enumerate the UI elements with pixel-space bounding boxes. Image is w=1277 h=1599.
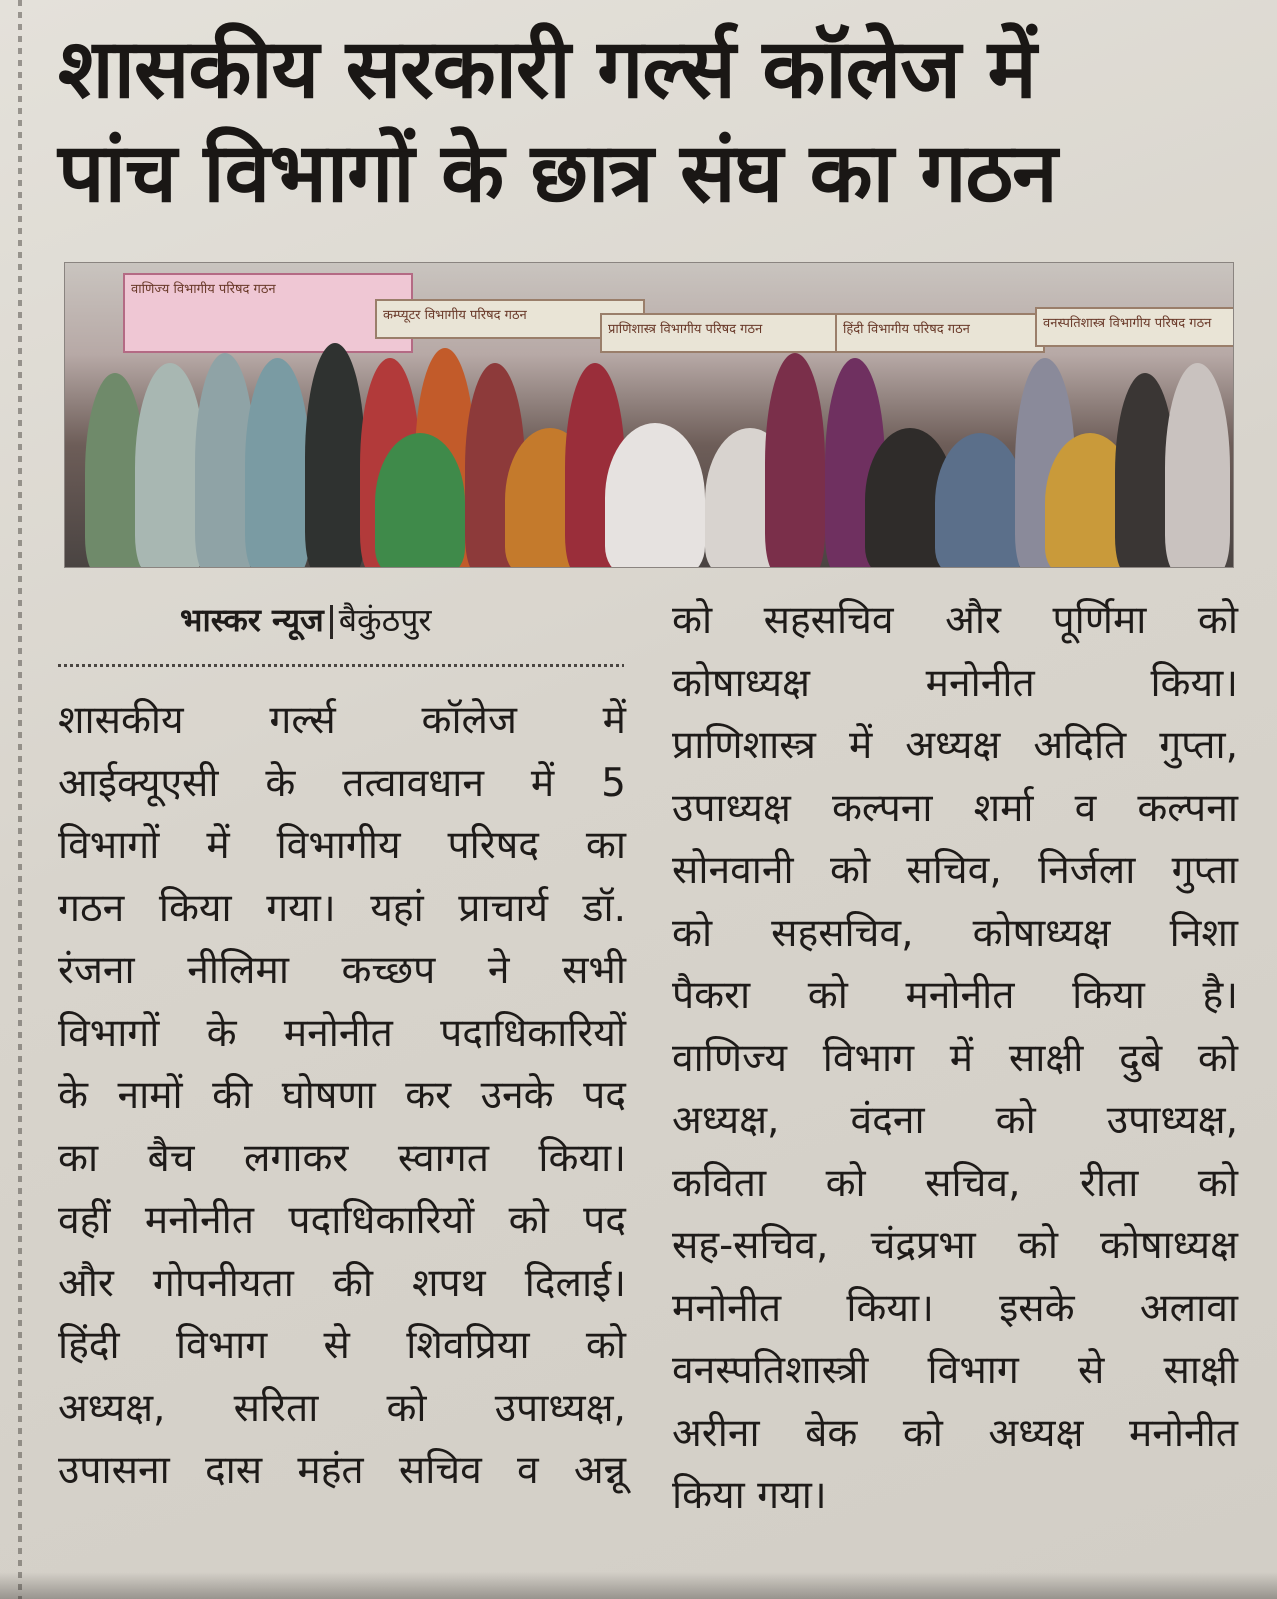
bottom-edge-shadow — [0, 1572, 1277, 1599]
article-line — [672, 1153, 1238, 1216]
article-word: पद — [583, 1198, 626, 1243]
article-word: पूर्णिमा — [1052, 598, 1147, 643]
article-word: गठन — [58, 885, 125, 931]
article-word: स्वागत — [397, 1135, 489, 1181]
article-word: अलावा — [1139, 1285, 1238, 1331]
article-word: तत्वावधान — [342, 760, 485, 806]
article-line — [672, 965, 1238, 1028]
article-word: गया। — [266, 885, 336, 931]
person-figure — [375, 433, 465, 568]
article-word: हिंदी — [58, 1323, 120, 1368]
article-line — [58, 1190, 626, 1253]
article-line — [58, 878, 626, 941]
article-word: वाणिज्य — [672, 1035, 788, 1081]
article-word: 5 — [601, 760, 626, 806]
article-word: वंदना — [850, 1098, 925, 1143]
article-word: में — [848, 723, 873, 768]
person-figure — [1165, 363, 1230, 568]
article-word: किया। — [846, 1285, 934, 1331]
article-word: दिलाई। — [524, 1260, 626, 1306]
article-word: कॉलेज — [421, 698, 517, 743]
article-word: में — [602, 698, 626, 743]
photo-banner-3: प्राणिशास्त्र विभागीय परिषद गठन — [600, 313, 850, 353]
article-word: सरिता — [233, 1385, 319, 1431]
article-line — [58, 690, 626, 753]
article-word: चंद्रप्रभा — [870, 1223, 976, 1268]
article-line — [672, 653, 1238, 716]
article-word: कल्पना — [1137, 785, 1238, 831]
article-word: सह-सचिव, — [672, 1223, 829, 1268]
article-word: विभाग — [822, 1035, 915, 1081]
article-word: को — [672, 910, 713, 956]
article-word: मनोनीत — [283, 1010, 393, 1056]
article-line — [58, 753, 626, 816]
photo-banner-1: वाणिज्य विभागीय परिषद गठन — [123, 273, 413, 353]
article-word: विभागीय — [276, 823, 401, 868]
person-figure — [935, 433, 1025, 568]
article-word: कविता — [672, 1160, 767, 1206]
headline — [58, 18, 1238, 226]
article-word: इसके — [999, 1285, 1075, 1331]
article-word: किया — [158, 885, 232, 931]
article-line — [58, 1315, 626, 1378]
article-word: के — [265, 760, 296, 806]
article-word: विभाग — [175, 1323, 268, 1368]
article-word: में — [206, 823, 230, 868]
article-word: सचिव — [398, 1448, 482, 1493]
article-word: से — [323, 1323, 350, 1368]
article-word: ने — [487, 948, 510, 993]
article-word: विभागों — [58, 823, 160, 868]
article-word: उनके — [480, 1073, 554, 1118]
article-word: कल्पना — [831, 785, 933, 831]
article-line — [672, 1090, 1238, 1153]
article-word: का — [58, 1135, 99, 1181]
article-word: अध्यक्ष — [988, 1410, 1084, 1456]
article-word: किया। — [1150, 660, 1238, 706]
article-word: को — [1017, 1223, 1058, 1268]
article-line — [672, 1403, 1238, 1466]
article-column-right — [672, 590, 1238, 1528]
article-line — [58, 1440, 626, 1503]
article-word: सहसचिव, — [771, 910, 914, 956]
article-word: वहीं — [58, 1198, 111, 1243]
article-word: को — [1197, 1160, 1238, 1206]
article-word: दास — [204, 1448, 263, 1493]
byline-separator — [330, 605, 333, 639]
article-word: निर्जला — [1038, 848, 1136, 893]
article-word: नामों — [117, 1073, 183, 1118]
article-word: को — [1197, 1035, 1238, 1081]
article-word: उपाध्यक्ष, — [494, 1385, 626, 1431]
article-word: महंत — [297, 1448, 364, 1493]
dotted-divider — [58, 664, 624, 667]
article-word: को — [830, 848, 871, 893]
article-word: के — [206, 1010, 237, 1056]
article-word: रंजना — [58, 948, 135, 993]
article-word: के — [58, 1073, 88, 1118]
photo-banner-4: हिंदी विभागीय परिषद गठन — [835, 313, 1045, 353]
article-line — [672, 840, 1238, 903]
article-line — [672, 1028, 1238, 1091]
article-line — [672, 590, 1238, 653]
article-word: कच्छप — [341, 948, 436, 993]
article-word: आईक्यूएसी — [58, 760, 219, 806]
article-word: शपथ — [412, 1260, 486, 1306]
photo-banner-2: कम्प्यूटर विभागीय परिषद गठन — [375, 299, 645, 339]
article-word: विभाग — [927, 1348, 1019, 1393]
person-figure — [605, 423, 705, 568]
article-line — [58, 1378, 626, 1441]
article-word: व — [1074, 785, 1097, 831]
article-line — [58, 1128, 626, 1191]
article-line — [58, 815, 626, 878]
article-word: कोषाध्यक्ष — [672, 660, 810, 706]
article-word: में — [530, 760, 555, 806]
article-word: सहसचिव — [763, 598, 894, 643]
article-word: सभी — [562, 948, 626, 993]
article-line — [58, 940, 626, 1003]
article-word: को — [807, 973, 848, 1018]
article-word: गर्ल्स — [269, 698, 336, 743]
article-line — [672, 1215, 1238, 1278]
article-word: अध्यक्ष, — [58, 1385, 166, 1431]
article-word: उपाध्यक्ष — [672, 785, 791, 831]
article-line — [672, 778, 1238, 841]
article-line — [58, 1003, 626, 1066]
article-word: अध्यक्ष — [905, 723, 1001, 768]
article-word: लगाकर — [243, 1135, 349, 1181]
article-word: शिवप्रिया — [406, 1323, 530, 1368]
article-word: मनोनीत — [1128, 1410, 1238, 1456]
byline — [180, 598, 432, 641]
article-word: कोषाध्यक्ष — [1100, 1223, 1238, 1268]
article-word: रीता — [1080, 1160, 1139, 1206]
article-word: सचिव, — [906, 848, 1002, 893]
article-word: की — [212, 1073, 253, 1118]
article-word: किया। — [538, 1135, 626, 1181]
article-word: को — [995, 1098, 1036, 1143]
article-word: को — [1197, 598, 1238, 643]
article-word: पैकरा — [672, 973, 751, 1018]
article-word: मनोनीत — [925, 660, 1035, 706]
article-word: नीलिमा — [187, 948, 289, 993]
article-word: उपाध्यक्ष, — [1106, 1098, 1238, 1143]
article-word: गुप्ता, — [1159, 723, 1238, 768]
article-word: प्राणिशास्त्र — [672, 723, 816, 768]
photo-banner-5: वनस्पतिशास्त्र विभागीय परिषद गठन — [1035, 307, 1234, 347]
article-word: बेक — [805, 1410, 858, 1456]
article-word: किया — [1072, 973, 1145, 1018]
person-figure — [765, 353, 825, 568]
article-word: का — [585, 823, 626, 868]
clipping-left-edge — [18, 0, 22, 1599]
article-word: अध्यक्ष, — [672, 1098, 780, 1143]
article-word: व — [517, 1448, 539, 1493]
article-word: और — [58, 1260, 114, 1306]
article-column-left — [58, 690, 626, 1503]
article-word: वनस्पतिशास्त्री — [672, 1348, 869, 1393]
article-word: साक्षी — [1008, 1035, 1084, 1081]
article-word: कर — [405, 1073, 452, 1118]
headline-line-2: पांच विभागों के छात्र संघ का गठन — [58, 126, 1057, 221]
article-word: पदाधिकारियों — [288, 1198, 475, 1243]
article-line: किया गया। — [672, 1473, 827, 1518]
person-figure — [305, 343, 365, 568]
article-word: को — [825, 1160, 866, 1206]
article-word: गोपनीयता — [152, 1260, 294, 1306]
article-word: अरीना — [672, 1410, 760, 1456]
article-word: सचिव, — [925, 1160, 1021, 1206]
article-line — [58, 1253, 626, 1316]
byline-agency: भास्कर न्यूज — [180, 601, 324, 639]
article-word: पद — [583, 1073, 626, 1118]
article-word: डॉ. — [582, 885, 626, 931]
article-word: मनोनीत — [144, 1198, 254, 1243]
article-word: को — [585, 1323, 626, 1368]
article-word: पदाधिकारियों — [440, 1010, 626, 1056]
article-word: मनोनीत — [672, 1285, 782, 1331]
article-line — [672, 903, 1238, 966]
article-line — [672, 1340, 1238, 1403]
article-word: उपासना — [58, 1448, 170, 1493]
article-word: यहां — [370, 885, 424, 931]
article-word: घोषणा — [281, 1073, 376, 1118]
article-line — [58, 1065, 626, 1128]
article-word: अदिति — [1033, 723, 1127, 768]
article-word: को — [386, 1385, 427, 1431]
article-line — [672, 1278, 1238, 1341]
article-word: साक्षी — [1163, 1348, 1238, 1393]
article-word: को — [508, 1198, 549, 1243]
article-word: विभागों — [58, 1010, 160, 1056]
article-word: अन्नू — [573, 1448, 626, 1493]
article-word: से — [1077, 1348, 1105, 1393]
article-word: मनोनीत — [905, 973, 1015, 1018]
article-word: दुबे — [1119, 1035, 1163, 1081]
article-word: शासकीय — [58, 698, 184, 743]
article-word: में — [949, 1035, 974, 1081]
article-word: बैच — [147, 1135, 195, 1181]
article-word: की — [332, 1260, 373, 1306]
article-word: सोनवानी — [672, 848, 794, 893]
article-word: कोषाध्यक्ष — [972, 910, 1111, 956]
group-photo — [64, 262, 1234, 568]
article-word: को — [902, 1410, 943, 1456]
person-figure — [245, 358, 310, 568]
article-word: प्राचार्य — [458, 885, 549, 931]
byline-place: बैकुंठपुर — [338, 601, 432, 639]
article-word: गुप्ता — [1171, 848, 1238, 893]
article-word: को — [672, 598, 713, 643]
headline-line-1: शासकीय सरकारी गर्ल्स कॉलेज में — [58, 22, 1036, 117]
article-word: है। — [1202, 973, 1238, 1018]
article-word: निशा — [1169, 910, 1238, 956]
article-line — [672, 715, 1238, 778]
article-word: और — [945, 598, 1001, 643]
article-word: परिषद — [447, 823, 539, 868]
article-word: शर्मा — [973, 785, 1034, 831]
